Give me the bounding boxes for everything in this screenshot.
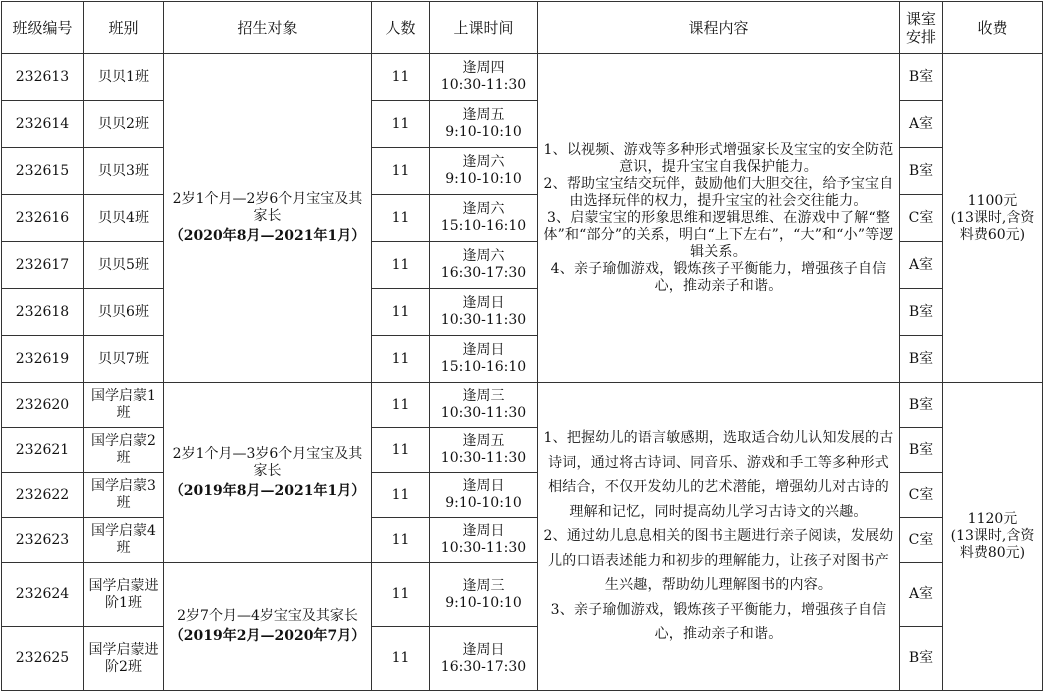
- header-count: 人数: [372, 2, 430, 54]
- header-row: [2, 2, 1043, 54]
- course-content-cell: [538, 54, 900, 383]
- time-cell: [430, 518, 538, 563]
- time-hours: 15:10-16:10: [440, 359, 527, 375]
- header-time: 上课时间: [430, 2, 538, 54]
- guoxue-group: [2, 383, 1043, 691]
- count-cell: 11: [372, 101, 430, 148]
- count-cell: 11: [372, 428, 430, 473]
- class-id-cell: 232619: [2, 336, 84, 383]
- class-name-cell: 贝贝7班: [84, 336, 164, 383]
- time-cell: [430, 563, 538, 627]
- fee-note: (13课时,含资料费80元): [950, 528, 1035, 561]
- room-cell: C室: [900, 195, 943, 242]
- time-weekday: 逢周四: [462, 60, 505, 76]
- fee-amount: 1100元: [967, 192, 1018, 209]
- count-cell: 11: [372, 627, 430, 691]
- time-cell: [430, 383, 538, 428]
- header-class-type: 班别: [84, 2, 164, 54]
- room-cell: A室: [900, 242, 943, 289]
- time-cell: [430, 473, 538, 518]
- table-row: [2, 383, 1043, 428]
- room-cell: B室: [900, 627, 943, 691]
- room-cell: B室: [900, 336, 943, 383]
- beibei-group: [2, 54, 1043, 383]
- header-room: 课室安排: [900, 2, 943, 54]
- header-target: 招生对象: [164, 2, 372, 54]
- time-cell: [430, 289, 538, 336]
- room-cell: B室: [900, 428, 943, 473]
- target-period: （2020年8月—2021年1月）: [169, 228, 366, 244]
- count-cell: 11: [372, 336, 430, 383]
- class-name-cell: 贝贝4班: [84, 195, 164, 242]
- time-hours: 10:30-11:30: [440, 450, 527, 466]
- header-content: 课程内容: [538, 2, 900, 54]
- time-weekday: 逢周三: [462, 577, 505, 594]
- time-hours: 16:30-17:30: [440, 265, 527, 281]
- content-item: 1、把握幼儿的语言敏感期，选取适合幼儿认知发展的古诗词，通过将古诗词、同音乐、游戏和手工等多种形式相结合，不仅开发幼儿的艺术潜能，增强幼儿对古诗的理解和记忆，同时提高幼儿学习古诗文的兴趣。: [543, 430, 894, 520]
- time-weekday: 逢周日: [462, 523, 505, 539]
- class-name-cell: 国学启蒙1班: [84, 383, 164, 428]
- time-cell: [430, 242, 538, 289]
- time-weekday: 逢周日: [462, 641, 505, 658]
- count-cell: 11: [372, 383, 430, 428]
- count-cell: 11: [372, 473, 430, 518]
- count-cell: 11: [372, 242, 430, 289]
- class-name-cell: 贝贝2班: [84, 101, 164, 148]
- room-cell: B室: [900, 54, 943, 101]
- class-id-cell: 232625: [2, 627, 84, 691]
- class-name-cell: 贝贝6班: [84, 289, 164, 336]
- room-cell: A室: [900, 101, 943, 148]
- time-hours: 10:30-11:30: [440, 405, 527, 421]
- class-id-cell: 232615: [2, 148, 84, 195]
- count-cell: 11: [372, 54, 430, 101]
- time-weekday: 逢周三: [462, 388, 505, 404]
- content-item: 2、帮助宝宝结交玩伴，鼓励他们大胆交往，给予宝宝自由选择玩伴的权力，提升宝宝的社会交往能力。: [543, 175, 894, 209]
- content-item: 3、亲子瑜伽游戏，锻炼孩子平衡能力，增强孩子自信心，推动亲子和谐。: [550, 601, 887, 643]
- time-cell: [430, 428, 538, 473]
- class-name-cell: 国学启蒙进阶2班: [84, 627, 164, 691]
- class-name-cell: 国学启蒙4班: [84, 518, 164, 563]
- header-class-id: 班级编号: [2, 2, 84, 54]
- class-id-cell: 232622: [2, 473, 84, 518]
- count-cell: 11: [372, 289, 430, 336]
- time-cell: [430, 148, 538, 195]
- course-schedule-table: [1, 1, 1043, 691]
- target-description: 2岁1个月—2岁6个月宝宝及其家长: [172, 191, 363, 224]
- class-id-cell: 232613: [2, 54, 84, 101]
- table-row: [2, 54, 1043, 101]
- time-cell: [430, 54, 538, 101]
- time-hours: 10:30-11:30: [440, 312, 527, 328]
- fee-cell: [943, 54, 1043, 383]
- room-cell: B室: [900, 383, 943, 428]
- time-hours: 16:30-17:30: [440, 658, 527, 675]
- class-name-cell: 贝贝3班: [84, 148, 164, 195]
- time-cell: [430, 627, 538, 691]
- time-weekday: 逢周六: [462, 248, 505, 264]
- class-name-cell: 贝贝5班: [84, 242, 164, 289]
- time-weekday: 逢周六: [462, 154, 505, 170]
- class-id-cell: 232616: [2, 195, 84, 242]
- time-hours: 9:10-10:10: [445, 594, 522, 611]
- time-hours: 9:10-10:10: [445, 124, 522, 140]
- class-name-cell: 国学启蒙进阶1班: [84, 563, 164, 627]
- course-content-cell: [538, 383, 900, 691]
- content-item: 1、以视频、游戏等多种形式增强家长及宝宝的安全防范意识，提升宝宝自我保护能力。: [543, 141, 894, 175]
- class-name-cell: 贝贝1班: [84, 54, 164, 101]
- count-cell: 11: [372, 195, 430, 242]
- target-description: 2岁1个月—3岁6个月宝宝及其家长: [172, 445, 363, 479]
- room-cell: A室: [900, 563, 943, 627]
- time-weekday: 逢周六: [462, 201, 505, 217]
- time-cell: [430, 101, 538, 148]
- count-cell: 11: [372, 563, 430, 627]
- time-weekday: 逢周日: [462, 295, 505, 311]
- time-cell: [430, 195, 538, 242]
- count-cell: 11: [372, 148, 430, 195]
- class-id-cell: 232621: [2, 428, 84, 473]
- class-name-cell: 国学启蒙2班: [84, 428, 164, 473]
- time-weekday: 逢周日: [462, 342, 505, 358]
- class-id-cell: 232624: [2, 563, 84, 627]
- class-id-cell: 232618: [2, 289, 84, 336]
- target-description: 2岁7个月—4岁宝宝及其家长: [177, 608, 358, 624]
- content-item: 2、通过幼儿息息相关的图书主题进行亲子阅读，发展幼儿的口语表述能力和初步的理解能力，让孩子对图书产生兴趣，帮助幼儿理解图书的内容。: [543, 528, 894, 594]
- count-cell: 11: [372, 518, 430, 563]
- fee-note: (13课时,含资料费60元): [950, 209, 1035, 243]
- class-name-cell: 国学启蒙3班: [84, 473, 164, 518]
- target-cell: [164, 563, 372, 691]
- header-fee: 收费: [943, 2, 1043, 54]
- time-weekday: 逢周五: [462, 433, 505, 449]
- time-weekday: 逢周日: [462, 478, 505, 494]
- room-cell: B室: [900, 289, 943, 336]
- class-id-cell: 232623: [2, 518, 84, 563]
- time-hours: 10:30-11:30: [440, 540, 527, 556]
- fee-amount: 1120元: [967, 511, 1018, 527]
- room-cell: C室: [900, 518, 943, 563]
- content-item: 3、启蒙宝宝的形象思维和逻辑思维、在游戏中了解“整体”和“部分”的关系，明白“上下左右”，“大”和“小”等逻辑关系。: [543, 209, 894, 260]
- room-cell: B室: [900, 148, 943, 195]
- class-id-cell: 232614: [2, 101, 84, 148]
- time-hours: 9:10-10:10: [445, 495, 522, 511]
- time-hours: 10:30-11:30: [440, 77, 527, 93]
- time-hours: 15:10-16:10: [440, 218, 527, 234]
- target-period: （2019年8月—2021年1月）: [169, 482, 366, 499]
- content-item: 4、亲子瑜伽游戏，锻炼孩子平衡能力，增强孩子自信心，推动亲子和谐。: [550, 260, 887, 294]
- time-cell: [430, 336, 538, 383]
- target-cell: [164, 54, 372, 383]
- time-weekday: 逢周五: [462, 107, 505, 123]
- target-period: （2019年2月—2020年7月）: [169, 628, 366, 644]
- room-cell: C室: [900, 473, 943, 518]
- class-id-cell: 232617: [2, 242, 84, 289]
- class-id-cell: 232620: [2, 383, 84, 428]
- target-cell: [164, 383, 372, 563]
- time-hours: 9:10-10:10: [445, 171, 522, 187]
- fee-cell: [943, 383, 1043, 691]
